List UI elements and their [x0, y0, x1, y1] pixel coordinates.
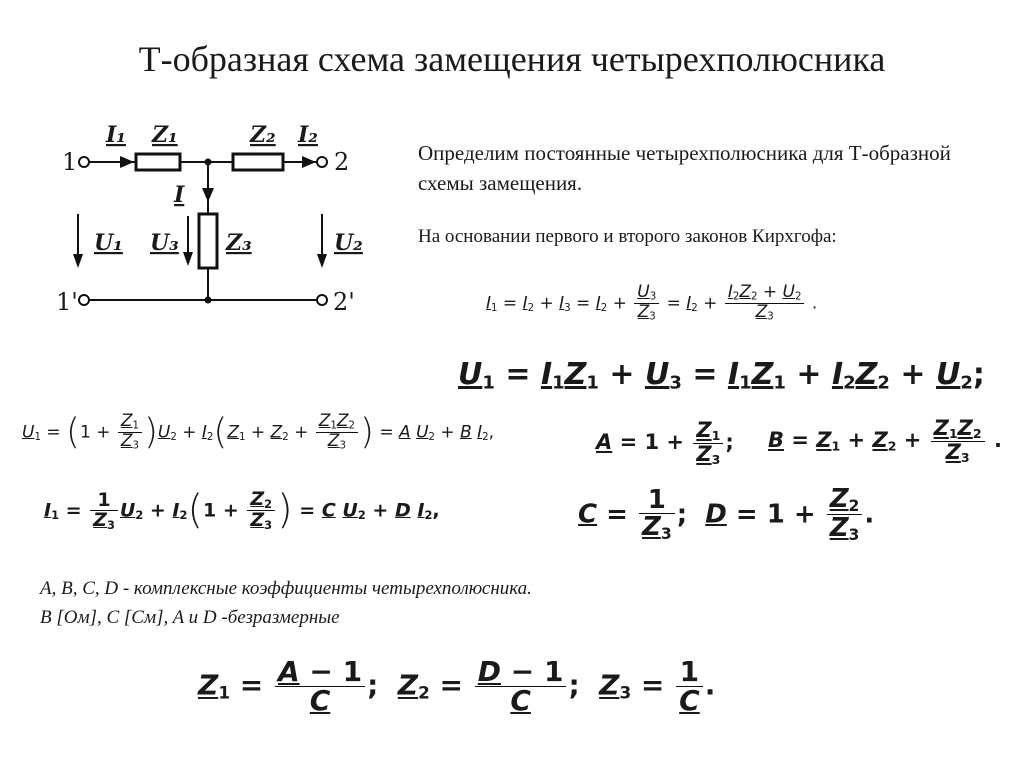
- voltage-arrow-u2: [317, 254, 327, 268]
- coefficients-note: A, B, C, D - комплексные коэффициенты четырехполюсника.: [40, 578, 532, 599]
- units-note: B [Ом], C [См], A и D -безразмерные: [40, 607, 340, 628]
- equation-a: A = 1 + $\frac{Z_1}{Z_3}$ ;: [596, 418, 734, 467]
- intro-text: Определим постоянные четырехполюсника для Т-образной схемы замещения.: [418, 141, 951, 195]
- label-z2: Z₂: [250, 122, 276, 148]
- equation-u1-full: $U_1 = (1$ + $\frac{Z_1}{Z_3}$ )$U_2 + I_2(Z_1 + Z_2$ + $\frac{Z_1Z_2}{Z_3}$ ) = A $U_2 + B$ $I_2$,: [22, 411, 495, 453]
- current-arrow-i1: [120, 156, 134, 168]
- label-u3: U₃: [150, 230, 179, 256]
- equation-b: $B = Z_1 + Z_2$ + $\frac{Z_1Z_2}{Z_3}$ .: [768, 416, 1002, 465]
- terminal-2p-label: 2': [333, 288, 355, 316]
- terminal-2p-node: [317, 295, 327, 305]
- terminal-1p-label: 1': [56, 288, 78, 316]
- voltage-arrow-u1: [73, 254, 83, 268]
- voltage-arrow-u3: [183, 252, 193, 266]
- resistor-z3: [199, 214, 217, 268]
- slide-title: Т-образная схема замещения четырехполюсника: [138, 39, 886, 79]
- label-u1: U₁: [94, 230, 123, 256]
- equation-z-from-abcd: $Z_1$ = $\frac{A - 1}{C}$ ; $Z_2$ = $\frac{D - 1}{C}$ ; $Z_3$ = $\frac{1}{C}$ .: [198, 655, 716, 717]
- current-arrow-i: [202, 188, 214, 202]
- label-i1: I₁: [106, 122, 126, 148]
- terminal-1p-node: [79, 295, 89, 305]
- label-z1: Z₁: [152, 122, 178, 148]
- current-arrow-i2: [302, 156, 316, 168]
- resistor-z1: [136, 154, 180, 170]
- terminal-2-label: 2: [334, 148, 350, 176]
- terminal-1-node: [79, 157, 89, 167]
- equation-i1: $I_1 = I_2 + I_3 = I_2$ + $\frac{U_3}{Z_3}$ = $I_2$ + $\frac{I_2Z_2 + U_2}{Z_3}$ .: [486, 282, 818, 323]
- resistor-z2: [233, 154, 283, 170]
- equation-c-d: C = $\frac{1}{Z_3}$ ; D = 1 + $\frac{Z_2}{Z_3}$ .: [578, 484, 875, 545]
- terminal-1-label: 1: [62, 148, 78, 176]
- label-i2: I₂: [298, 122, 318, 148]
- label-u2: U₂: [334, 230, 363, 256]
- equation-i1-full: $I_1$ = $\frac{1}{Z_3}$ $U_2 + I_2(1$ + $\frac{Z_2}{Z_3}$ ) = C $U_2 + D$ $I_2$,: [44, 486, 440, 533]
- kirchhoff-text: На основании первого и второго законов Кирхгофа:: [418, 226, 837, 247]
- equation-u1: $U_1 = I_1Z_1 + U_3 = I_1Z_1 + I_2Z_2 + U_2$;: [458, 357, 985, 394]
- label-z3: Z₃: [226, 230, 252, 256]
- t-circuit-diagram: [40, 112, 380, 327]
- label-i: I: [174, 182, 185, 208]
- terminal-2-node: [317, 157, 327, 167]
